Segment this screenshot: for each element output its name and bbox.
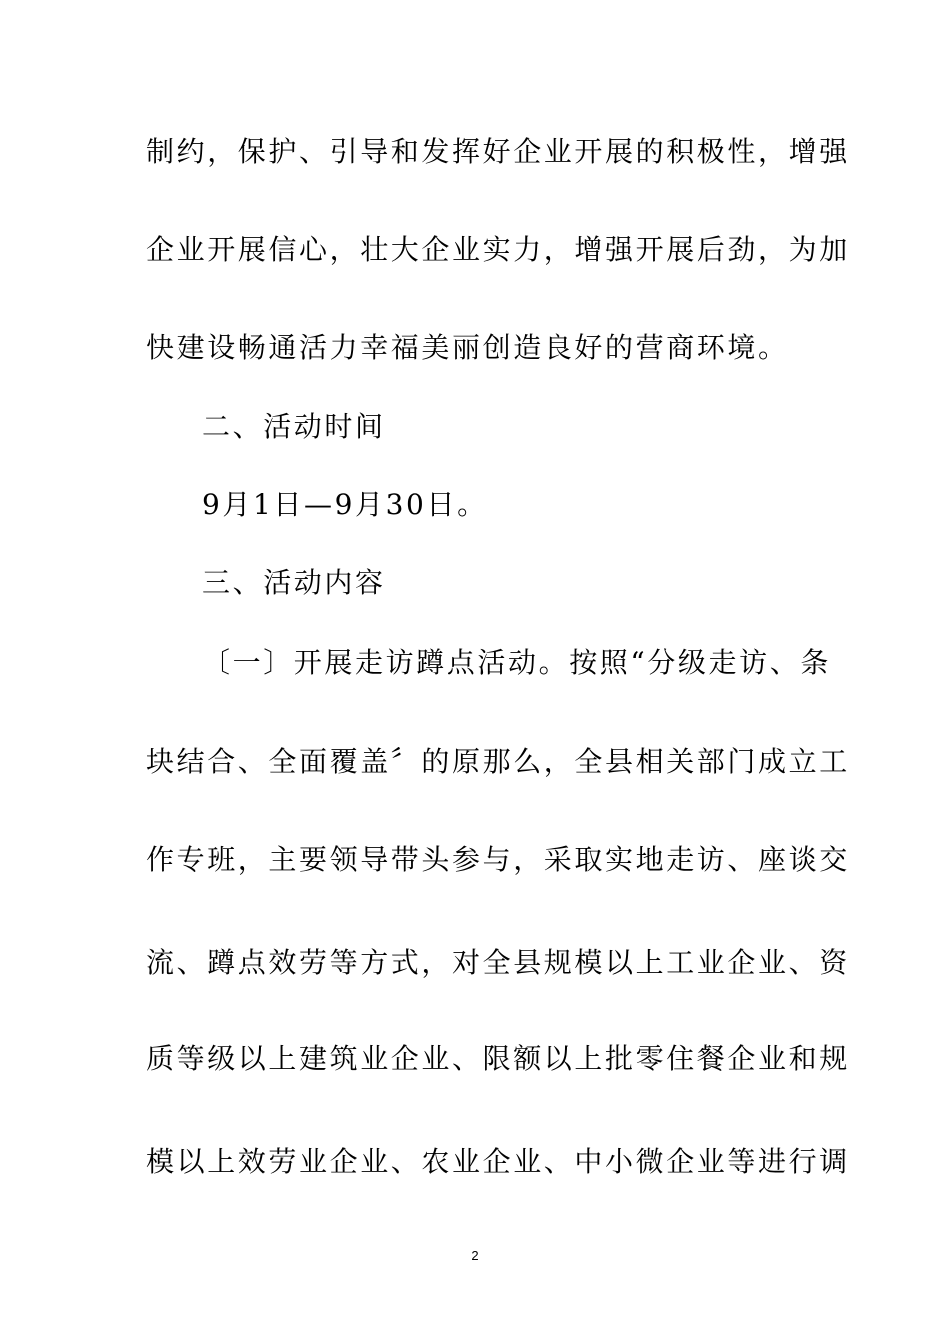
paragraph-line: 质等级以上建筑业企业、限额以上批零住餐企业和规 <box>146 1042 850 1075</box>
paragraph-line: 模以上效劳业企业、农业企业、中小微企业等进行调 <box>146 1145 850 1178</box>
page-number: 2 <box>471 1248 479 1263</box>
section-heading: 三、活动内容 <box>202 566 386 599</box>
paragraph-line: 9月1日—9月30日。 <box>202 488 488 521</box>
paragraph-line: 作专班，主要领导带头参与，采取实地走访、座谈交 <box>146 843 850 876</box>
paragraph-line: 〔一〕开展走访蹲点活动。按照“分级走访、条 <box>202 646 831 679</box>
section-heading: 二、活动时间 <box>202 410 386 443</box>
paragraph-line: 快建设畅通活力幸福美丽创造良好的营商环境。 <box>146 331 789 364</box>
paragraph-line: 企业开展信心，壮大企业实力，增强开展后劲，为加 <box>146 233 850 266</box>
paragraph-line: 块结合、全面覆盖〞的原那么，全县相关部门成立工 <box>146 745 850 778</box>
paragraph-line: 制约，保护、引导和发挥好企业开展的积极性，增强 <box>146 135 850 168</box>
paragraph-line: 流、蹲点效劳等方式，对全县规模以上工业企业、资 <box>146 946 850 979</box>
